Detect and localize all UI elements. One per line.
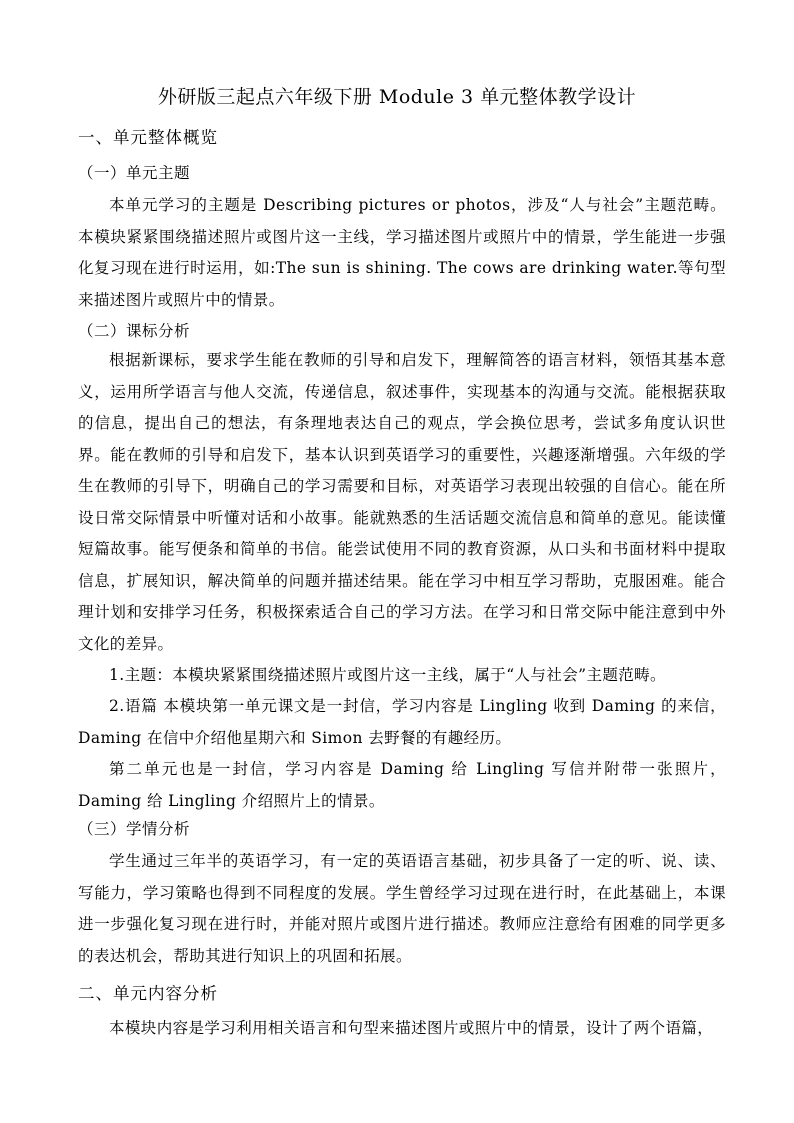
paragraph-discourse-unit2: 第二单元也是一封信，学习内容是 Daming 给 Lingling 写信并附带一张照片，Daming 给 Lingling 介绍照片上的情景。 [78, 760, 726, 810]
document-title: 外研版三起点六年级下册 Module 3 单元整体教学设计 [157, 86, 637, 108]
section-heading-content-analysis: 二、单元内容分析 [78, 984, 218, 1003]
paragraph-content-analysis: 本模块内容是学习利用相关语言和句型来描述图片或照片中的情景，设计了两个语篇， [109, 1019, 714, 1037]
paragraph-unit-theme: 本单元学习的主题是 Describing pictures or photos，涉及“人与社会”主题范畴。本模块紧紧围绕描述照片或图片这一主线，学习描述图片或照片中的情景，学生能进一步强化复习现在进行时运用，如:The sun is shining. The cows are drinking water.等句型来描述图片或照片中的情景。 [78, 196, 726, 309]
subheading-learner-analysis: （三）学情分析 [78, 820, 191, 838]
paragraph-learner-analysis: 学生通过三年半的英语学习，有一定的英语语言基础，初步具备了一定的听、说、读、写能力，学习策略也得到不同程度的发展。学生曾经学习过现在进行时，在此基础上，本课进一步强化复习现在进行时，并能对照片或图片进行描述。教师应注意给有困难的同学更多的表达机会，帮助其进行知识上的巩固和拓展。 [78, 852, 726, 965]
subheading-curriculum-analysis: （二）课标分析 [78, 322, 191, 340]
paragraph-curriculum-standards: 根据新课标，要求学生能在教师的引导和启发下，理解简答的语言材料，领悟其基本意义，运用所学语言与他人交流，传递信息，叙述事件，实现基本的沟通与交流。能根据获取的信息，提出自己的想法，有条理地表达自己的观点，学会换位思考，尝试多角度认识世界。能在教师的引导和启发下，基本认识到英语学习的重要性，兴趣逐渐增强。六年级的学生在教师的引导下，明确自己的学习需要和目标，对英语学习表现出较强的自信心。能在所设日常交际情景中听懂对话和小故事。能就熟悉的生活话题交流信息和简单的意见。能读懂短篇故事。能写便条和简单的书信。能尝试使用不同的教育资源，从口头和书面材料中提取信息，扩展知识，解决简单的问题并描述结果。能在学习中相互学习帮助，克服困难。能合理计划和安排学习任务，积极探索适合自己的学习方法。在学习和日常交际中能注意到中外文化的差异。 [78, 351, 726, 653]
subheading-unit-theme: （一）单元主题 [78, 164, 191, 182]
section-heading-overview: 一、单元整体概览 [78, 128, 218, 147]
paragraph-discourse-unit1: 2.语篇 本模块第一单元课文是一封信，学习内容是 Lingling 收到 Daming 的来信，Daming 在信中介绍他星期六和 Simon 去野餐的有趣经历。 [78, 697, 726, 747]
paragraph-theme-point: 1.主题：本模块紧紧围绕描述照片或图片这一主线，属于“人与社会”主题范畴。 [109, 666, 666, 684]
